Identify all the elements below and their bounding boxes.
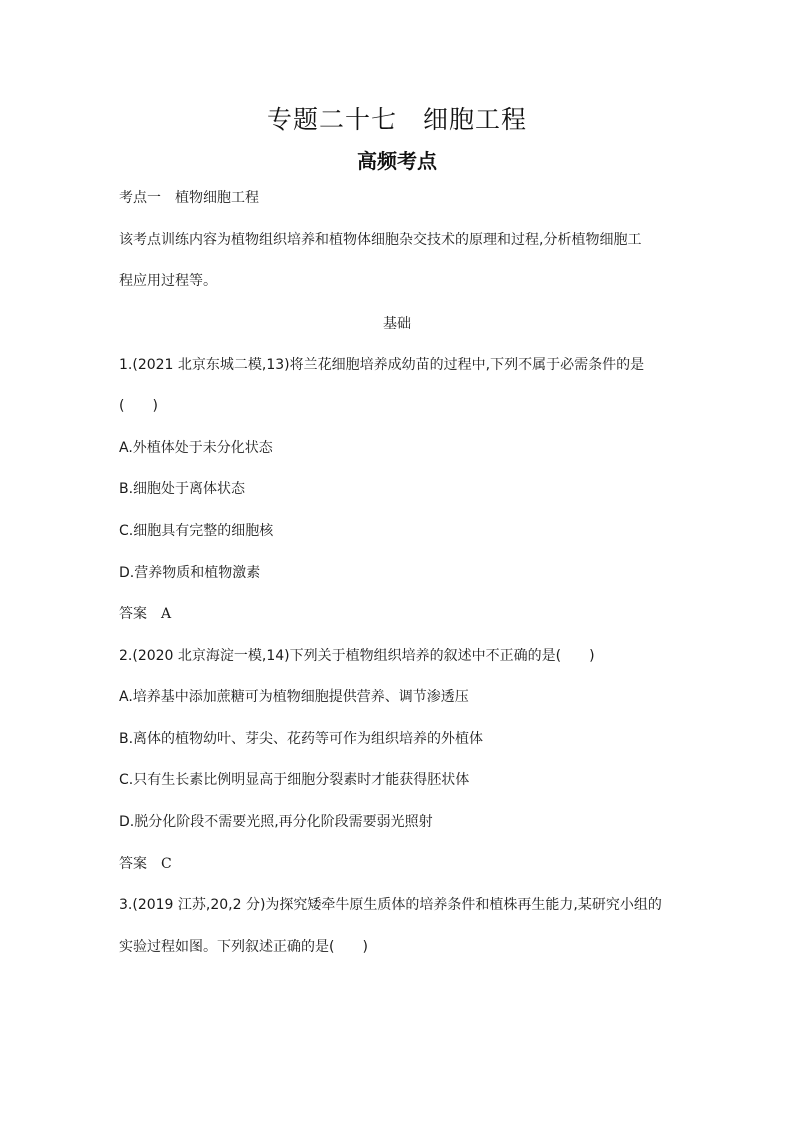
section-heading: 考点一 植物细胞工程 <box>119 190 259 206</box>
answer-label: 答案 <box>119 606 147 622</box>
question-2-option-b: B.离体的植物幼叶、芽尖、花药等可作为组织培养的外植体 <box>119 731 484 747</box>
question-1-option-d: D.营养物质和植物激素 <box>119 565 261 581</box>
question-1-answer <box>119 604 171 624</box>
answer-label: 答案 <box>119 856 147 872</box>
question-1-bracket: ( ) <box>119 398 158 414</box>
section-intro-line-1: 该考点训练内容为植物组织培养和植物体细胞杂交技术的原理和过程,分析植物细胞工 <box>119 232 642 248</box>
question-2-option-c: C.只有生长素比例明显高于细胞分裂素时才能获得胚状体 <box>119 772 470 788</box>
question-1-option-b: B.细胞处于离体状态 <box>119 481 246 497</box>
question-3-stem-line-1: 3.(2019 江苏,20,2 分)为探究矮牵牛原生质体的培养条件和植株再生能力,某研究小组的 <box>119 897 662 913</box>
answer-value: A <box>161 606 172 622</box>
question-1-option-c: C.细胞具有完整的细胞核 <box>119 523 274 539</box>
page-subtitle: 高频考点 <box>357 149 437 173</box>
question-1-stem: 1.(2021 北京东城二模,13)将兰花细胞培养成幼苗的过程中,下列不属于必需条件的是 <box>119 357 645 373</box>
question-3-stem-line-2: 实验过程如图。下列叙述正确的是( ) <box>119 939 368 955</box>
page-title: 专题二十七 细胞工程 <box>266 105 527 134</box>
question-2-option-d: D.脱分化阶段不需要光照,再分化阶段需要弱光照射 <box>119 814 433 830</box>
question-1-option-a: A.外植体处于未分化状态 <box>119 440 273 456</box>
section-intro-line-2: 程应用过程等。 <box>119 273 217 289</box>
question-2-stem: 2.(2020 北京海淀一模,14)下列关于植物组织培养的叙述中不正确的是( ) <box>119 648 595 664</box>
question-2-answer <box>119 854 172 874</box>
level-label: 基础 <box>383 316 411 332</box>
question-2-option-a: A.培养基中添加蔗糖可为植物细胞提供营养、调节渗透压 <box>119 689 469 705</box>
answer-value: C <box>161 856 172 872</box>
